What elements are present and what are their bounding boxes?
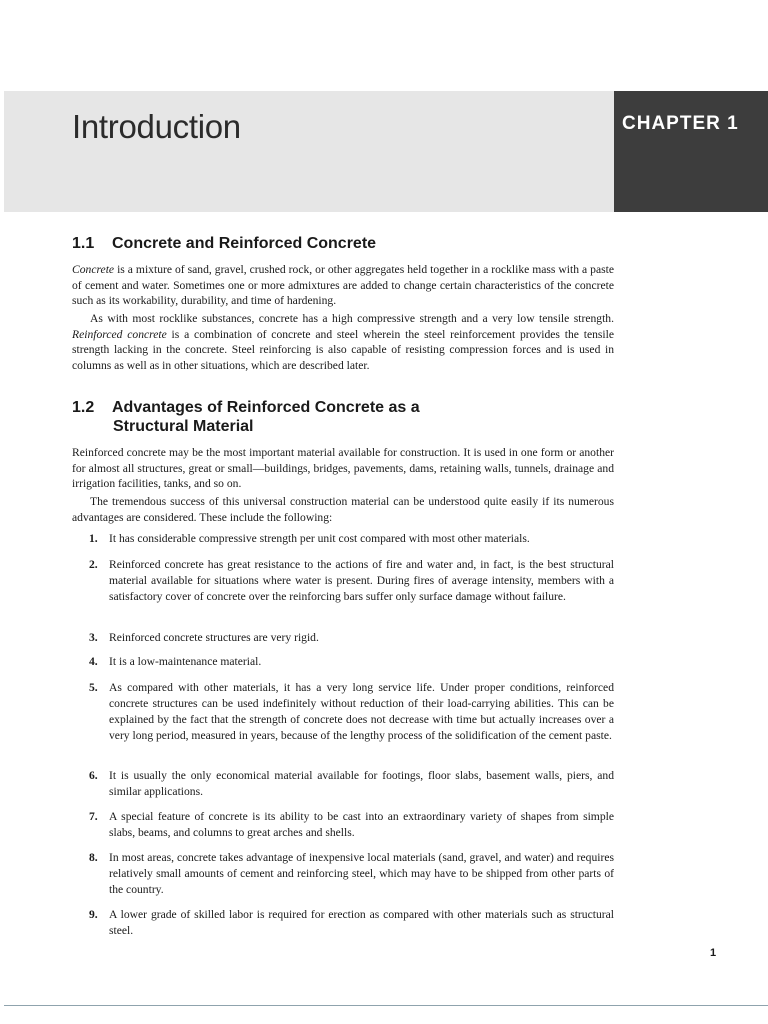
term-reinforced-concrete: Reinforced concrete [72,327,167,341]
section-heading-1-1 [72,234,376,253]
paragraph-concrete-definition [72,262,614,309]
item-text: As compared with other materials, it has a very long service life. Under proper conditions, reinforced concrete structures can be used indefinitely without reduction of their load-carrying abilities. This can be explained by the fact that the strength of concrete does not decrease with time but actually increases over a very long period, measured in years, because of the lengthy process of the solidification of the cement paste. [109,681,614,742]
item-text: It is usually the only economical material available for footings, floor slabs, basement walls, piers, and similar applications. [109,769,614,798]
item-text: Reinforced concrete has great resistance to the actions of fire and water and, in fact, is the best structural material available for situations where water is present. During fires of average intensity, members with a satisfactory cover of concrete over the reinforcing bars suffer only surface damage without failure. [109,558,614,603]
chapter-label-box [614,91,768,212]
paragraph-text: As with most rocklike substances, concrete has a high compressive strength and a very low tensile strength. [90,312,614,325]
list-item [72,654,614,670]
section-title-line-1: Advantages of Reinforced Concrete as a [112,399,420,416]
item-number: 9. [89,908,98,921]
item-text: It has considerable compressive strength per unit cost compared with most other materials. [109,532,530,545]
item-text: A lower grade of skilled labor is required for erection as compared with other materials such as structural steel. [109,908,614,937]
paragraph-text: is a combination of concrete and steel wherein the steel reinforcement provides the tensile strength lacking in the concrete. Steel reinforcing is also capable of resisting compression forces and is used in columns as well as in other situations, which are described later. [72,327,614,372]
item-number: 2. [89,558,98,571]
section-heading-1-2 [72,398,420,436]
page-number: 1 [710,947,717,959]
list-item [72,680,614,744]
paragraph-importance: Reinforced concrete may be the most important material available for construction. It is used in one form or another for almost all structures, great or small—buildings, bridges, pavements, dams, retaining walls, tunnels, drainage and irrigation facilities, tanks, and so on. [72,446,614,491]
item-number: 4. [89,655,98,668]
chapter-label: CHAPTER 1 [622,113,739,134]
paragraph-reinforced-concrete [72,311,614,373]
item-number: 5. [89,681,98,694]
item-text: In most areas, concrete takes advantage of inexpensive local materials (sand, gravel, and water) and requires relatively small amounts of cement and reinforcing steel, which may have to be shipped from other parts of the country. [109,851,614,896]
item-text: It is a low-maintenance material. [109,655,262,668]
list-item [72,630,614,646]
list-item [72,768,614,800]
item-number: 3. [89,631,98,644]
item-number: 1. [89,532,98,545]
term-concrete: Concrete [72,263,115,276]
list-item [72,557,614,605]
paragraph-text: is a mixture of sand, gravel, crushed rock, or other aggregates held together in a rocklike mass with a paste of cement and water. Sometimes one or more admixtures are added to change certain characteristics of the concrete such as its workability, durability, and time of hardening. [72,263,614,308]
list-item [72,809,614,841]
list-item [72,531,614,547]
footer-rule [4,1005,768,1006]
list-item [72,907,614,939]
section-number: 1.1 [72,235,95,252]
section-title-line-2: Structural Material [113,418,254,435]
item-text: Reinforced concrete structures are very rigid. [109,631,319,644]
chapter-title: Introduction [72,108,241,145]
item-number: 6. [89,769,98,782]
paragraph-advantages-intro: The tremendous success of this universal construction material can be understood quite easily if its numerous advantages are considered. These include the following: [72,495,614,524]
list-item [72,850,614,898]
item-number: 7. [89,810,98,823]
section-number: 1.2 [72,399,95,416]
item-text: A special feature of concrete is its ability to be cast into an extraordinary variety of shapes from simple slabs, beams, and columns to great arches and shells. [109,810,614,839]
item-number: 8. [89,851,98,864]
section-title: Concrete and Reinforced Concrete [112,235,377,252]
